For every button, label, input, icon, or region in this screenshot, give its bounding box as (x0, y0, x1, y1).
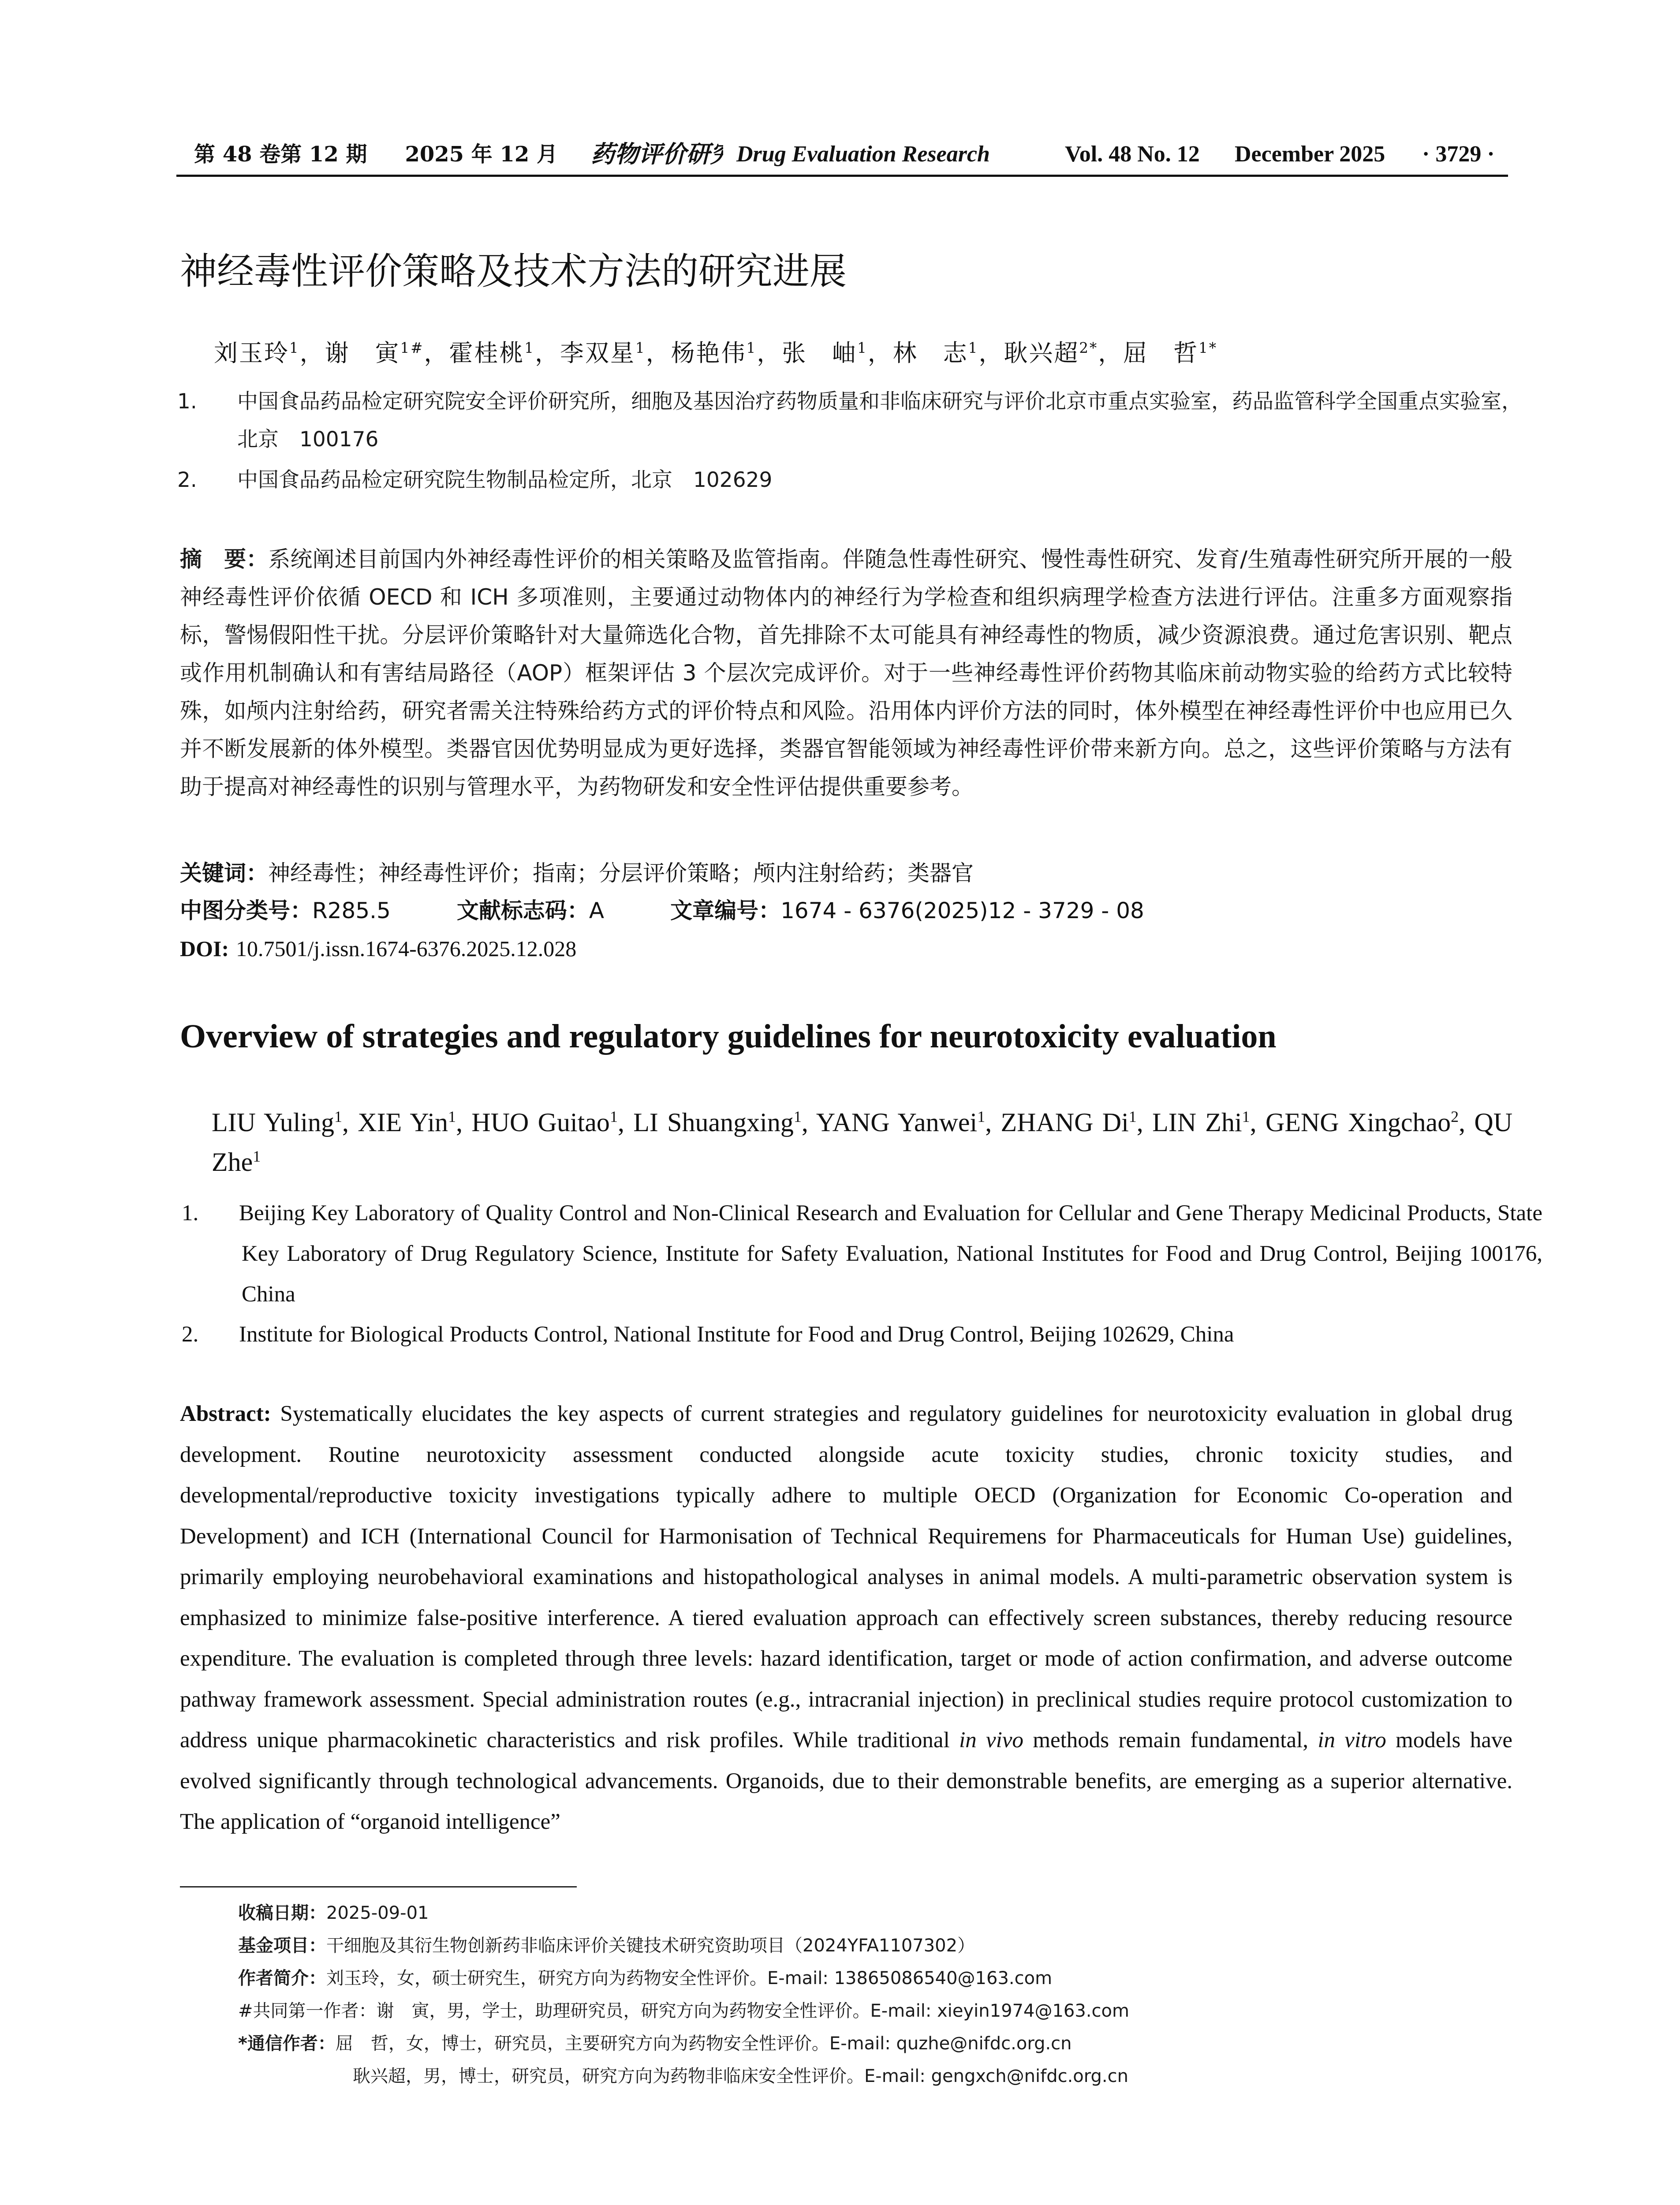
cn-keywords (180, 858, 974, 889)
en-author (212, 1108, 342, 1137)
en-article-title: Overview of strategies and regulatory guidelines for neurotoxicity evaluation (180, 1018, 1277, 1055)
cn-author-list: 刘玉玲$^1$，谢 寅$^{1\#}$，霍桂桃$^1$，李双星$^1$，杨艳伟$^1$，张 岫$^1$，林 志$^1$，耿兴超$^{2*}$，屈 哲$^{1*}$ (214, 339, 1218, 367)
cn-author-affiliation-mark: 1 (968, 340, 979, 356)
en-author-name: YANG Yanwei (816, 1108, 978, 1137)
cn-doccode-value: A (589, 898, 605, 923)
cn-articleno-value: 1674 - 6376(2025)12 - 3729 - 08 (780, 898, 1144, 923)
footnote-corresponding (238, 2031, 1072, 2056)
cn-affiliation-text: 中国食品药品检定研究院生物制品检定所，北京 102629 (237, 468, 773, 492)
cn-author-name: 林 志 (892, 339, 968, 367)
en-author-name: ZHANG Di (1001, 1108, 1129, 1137)
footnote-bio-text: 刘玉玲，女，硕士研究生，研究方向为药物安全性评价。E-mail: 13865086540@163.com (326, 1968, 1053, 1988)
cn-author (1004, 339, 1098, 367)
cn-doi-line (180, 933, 576, 964)
cn-affiliation-number: 2. (177, 468, 197, 492)
en-abstract-text-1: Systematically elucidates the key aspects of current strategies and regulatory guidelines for neurotoxicity evaluation in global drug development. Routine neurotoxicity assessment conducted alongside acute toxicity studies, chronic toxicity studies, and developmental/reproductive toxicity investigations typically adhere to multiple OECD (Organization for Economic Co-operation and Development) and ICH (International Council for Harmonisation of Technical Requiremens for Pharmaceuticals for Human Use) guidelines, primarily employing neurobehavioral examinations and histopathological analyses in animal models. A multi-parametric observation system is emphasized to minimize false-positive interference. A tiered evaluation approach can effectively screen substances, thereby reducing resource expenditure. The evaluation is completed through three levels: hazard identification, target or mode of action confirmation, and adverse outcome pathway framework assessment. Special administration routes (e.g., intracranial injection) in preclinical studies require protocol customization to address unique pharmacokinetic characteristics and risk profiles. While traditional (180, 1401, 1512, 1753)
cn-author (671, 339, 757, 367)
en-author (471, 1108, 618, 1137)
footnote-fund (238, 1933, 975, 1958)
cn-class-value: R285.5 (312, 898, 391, 923)
cn-author-affiliation-mark: 1# (400, 340, 424, 356)
en-abstract (180, 1394, 1512, 1842)
en-author-affiliation-mark: 1 (793, 1108, 802, 1125)
en-author (358, 1108, 456, 1137)
en-affiliation-number: 1. (182, 1201, 199, 1226)
header-issue (194, 140, 558, 168)
journal-logo (591, 138, 723, 169)
footnote-fund-text: 干细胞及其衍生物创新药非临床评价关键技术研究资助项目（2024YFA1107302） (326, 1936, 975, 1956)
en-affiliation-2 (182, 1314, 1542, 1355)
en-author-name: QU Zhe (212, 1108, 1513, 1177)
cn-author-affiliation-mark: 1* (1198, 340, 1218, 356)
footnote-bio-label: 作者简介： (238, 1968, 326, 1988)
footnote-corr-text-1: 屈 哲，女，博士，研究员，主要研究方向为药物安全性评价。E-mail: quzhe@nifdc.org.cn (335, 2033, 1072, 2054)
footnote-fund-label: 基金项目： (238, 1936, 326, 1956)
cn-abstract (180, 540, 1512, 806)
footnote-cofirst-author: #共同第一作者：谢 寅，男，学士，助理研究员，研究方向为药物安全性评价。E-mail: xieyin1974@163.com (238, 2001, 1129, 2021)
cn-author (782, 339, 868, 367)
cn-abstract-label: 摘 要： (180, 546, 269, 572)
header-rule (176, 175, 1508, 177)
header-month-year: December 2025 (1235, 142, 1385, 167)
en-author-name: HUO Guitao (471, 1108, 610, 1137)
en-author-name: LI Shuangxing (633, 1108, 794, 1137)
footnote-received-label: 收稿日期： (238, 1903, 326, 1923)
cn-author-name: 杨艳伟 (671, 339, 747, 367)
footnote-received (238, 1901, 429, 1925)
cn-author-name: 谢 寅 (325, 339, 400, 367)
cn-author (560, 339, 646, 367)
doi-label: DOI: (180, 936, 229, 961)
cn-keywords-label: 关键词： (180, 860, 268, 886)
en-abstract-italic-2: in vitro (1318, 1728, 1386, 1753)
cn-keywords-text: 神经毒性；神经毒性评价；指南；分层评价策略；颅内注射给药；类器官 (268, 860, 974, 886)
cn-classification-line (180, 895, 1144, 926)
en-author-affiliation-mark: 1 (334, 1108, 343, 1125)
en-author-name: LIN Zhi (1152, 1108, 1242, 1137)
header-cn-date: 2025 年 12 月 (405, 142, 558, 167)
en-author-affiliation-mark: 1 (609, 1108, 618, 1125)
cn-author-name: 张 岫 (782, 339, 858, 367)
footnote-rule (180, 1886, 577, 1887)
en-author-name: LIU Yuling (212, 1108, 335, 1137)
footnote-received-date: 2025-09-01 (326, 1903, 429, 1923)
cn-author (214, 339, 300, 367)
en-author-affiliation-mark: 1 (1242, 1108, 1250, 1125)
footnote-corr-label: *通信作者： (238, 2033, 336, 2054)
cn-author-affiliation-mark: 1 (635, 340, 646, 356)
cn-author-affiliation-mark: 1 (524, 340, 535, 356)
en-abstract-text-2: methods remain fundamental, (1023, 1728, 1318, 1753)
cn-author (449, 339, 535, 367)
en-abstract-italic-1: in vivo (959, 1728, 1023, 1753)
cn-author-name: 刘玉玲 (214, 339, 289, 367)
cn-author-affiliation-mark: 1 (289, 340, 300, 356)
cn-author-name: 耿兴超 (1004, 339, 1079, 367)
header-page-number: · 3729 · (1422, 142, 1495, 167)
cn-author-affiliation-mark: 1 (857, 340, 868, 356)
en-author-affiliation-mark: 1 (1128, 1108, 1137, 1125)
footnote-author-bio (238, 1966, 1052, 1991)
en-author-affiliation-mark: 1 (253, 1147, 261, 1165)
cn-article-title: 神经毒性评价策略及技术方法的研究进展 (180, 250, 847, 293)
en-author (816, 1108, 985, 1137)
cn-author-name: 李双星 (560, 339, 635, 367)
header-cn-issue: 第 48 卷第 12 期 (194, 142, 367, 167)
cn-author-affiliation-mark: 1 (746, 340, 757, 356)
cn-doccode-label: 文献标志码： (456, 898, 589, 923)
en-author-name: GENG Xingchao (1265, 1108, 1451, 1137)
cn-class-label: 中图分类号： (180, 898, 312, 923)
en-affiliation-text: Institute for Biological Products Control, National Institute for Food and Drug Control, Beijing 102629, China (239, 1322, 1234, 1347)
cn-affiliation-2 (177, 461, 1542, 499)
cn-author (1123, 339, 1217, 367)
en-author-affiliation-mark: 1 (448, 1108, 456, 1125)
en-author-affiliation-mark: 1 (977, 1108, 986, 1125)
en-affiliation-1 (182, 1193, 1542, 1315)
en-author-list: LIU Yuling$^1$, XIE Yin$^1$, HUO Guitao$^1$, LI Shuangxing$^1$, YANG Yanwei$^1$, ZHANG Di$^1$, LIN Zhi$^1$, GENG Xingchao$^2$, QU Zhe$^1$ (212, 1108, 1513, 1177)
en-author (1266, 1108, 1459, 1137)
cn-affiliation-text: 中国食品药品检定研究院安全评价研究所，细胞及基因治疗药物质量和非临床研究与评价北京市重点实验室，药品监管科学全国重点实验室，北京 100176 (237, 389, 1522, 452)
svg-text:药物评价研究: 药物评价研究 (591, 140, 723, 168)
header-journal-name: Drug Evaluation Research (736, 142, 990, 167)
en-abstract-text-3: models have evolved significantly through technological advancements. Organoids, due to their demonstrable benefits, are emerging as a superior alternative. The application of “organoid intelligence” (180, 1728, 1512, 1834)
header-volume: Vol. 48 No. 12 (1065, 142, 1200, 167)
journal-logo-calligraphy (591, 138, 723, 169)
cn-author-name: 屈 哲 (1123, 339, 1199, 367)
en-affiliation-text: Beijing Key Laboratory of Quality Control and Non-Clinical Research and Evaluation for Cellular and Gene Therapy Medicinal Products, State Key Laboratory of Drug Regulatory Science, Institute for Safety Evaluation, National Institutes for Food and Drug Control, Beijing 100176, China (239, 1201, 1542, 1307)
en-abstract-label: Abstract: (180, 1401, 271, 1426)
en-affiliation-number: 2. (182, 1322, 199, 1347)
cn-author (325, 339, 424, 367)
en-author (1001, 1108, 1137, 1137)
cn-affiliation-number: 1. (177, 389, 197, 414)
cn-author-affiliation-mark: 2* (1079, 340, 1098, 356)
cn-author-name: 霍桂桃 (449, 339, 525, 367)
cn-affiliation-1 (177, 383, 1542, 459)
cn-author (893, 339, 979, 367)
doi-value[interactable]: 10.7501/j.issn.1674-6376.2025.12.028 (236, 936, 577, 961)
en-author-affiliation-mark: 2 (1451, 1108, 1459, 1125)
cn-abstract-text: 系统阐述目前国内外神经毒性评价的相关策略及监管指南。伴随急性毒性研究、慢性毒性研究、发育/生殖毒性研究所开展的一般神经毒性评价依循 OECD 和 ICH 多项准则，主要通过动物体内的神经行为学检查和组织病理学检查方法进行评估。注重多方面观察指标，警惕假阳性干扰。分层评价策略针对大量筛选化合物，首先排除不太可能具有神经毒性的物质，减少资源浪费。通过危害识别、靶点或作用机制确认和有害结局路径（AOP）框架评估 3 个层次完成评价。对于一些神经毒性评价药物其临床前动物实验的给药方式比较特殊，如颅内注射给药，研究者需关注特殊给药方式的评价特点和风险。沿用体内评价方法的同时，体外模型在神经毒性评价中也应用已久并不断发展新的体外模型。类器官因优势明显成为更好选择，类器官智能领域为神经毒性评价带来新方向。总之，这些评价策略与方法有助于提高对神经毒性的识别与管理水平，为药物研发和安全性评估提供重要参考。 (180, 546, 1512, 800)
en-author (1152, 1108, 1250, 1137)
footnote-corresponding-2: 耿兴超，男，博士，研究员，研究方向为药物非临床安全性评价。E-mail: gengxch@nifdc.org.cn (353, 2066, 1128, 2086)
en-author (633, 1108, 802, 1137)
cn-articleno-label: 文章编号： (670, 898, 781, 923)
en-author-name: XIE Yin (358, 1108, 448, 1137)
